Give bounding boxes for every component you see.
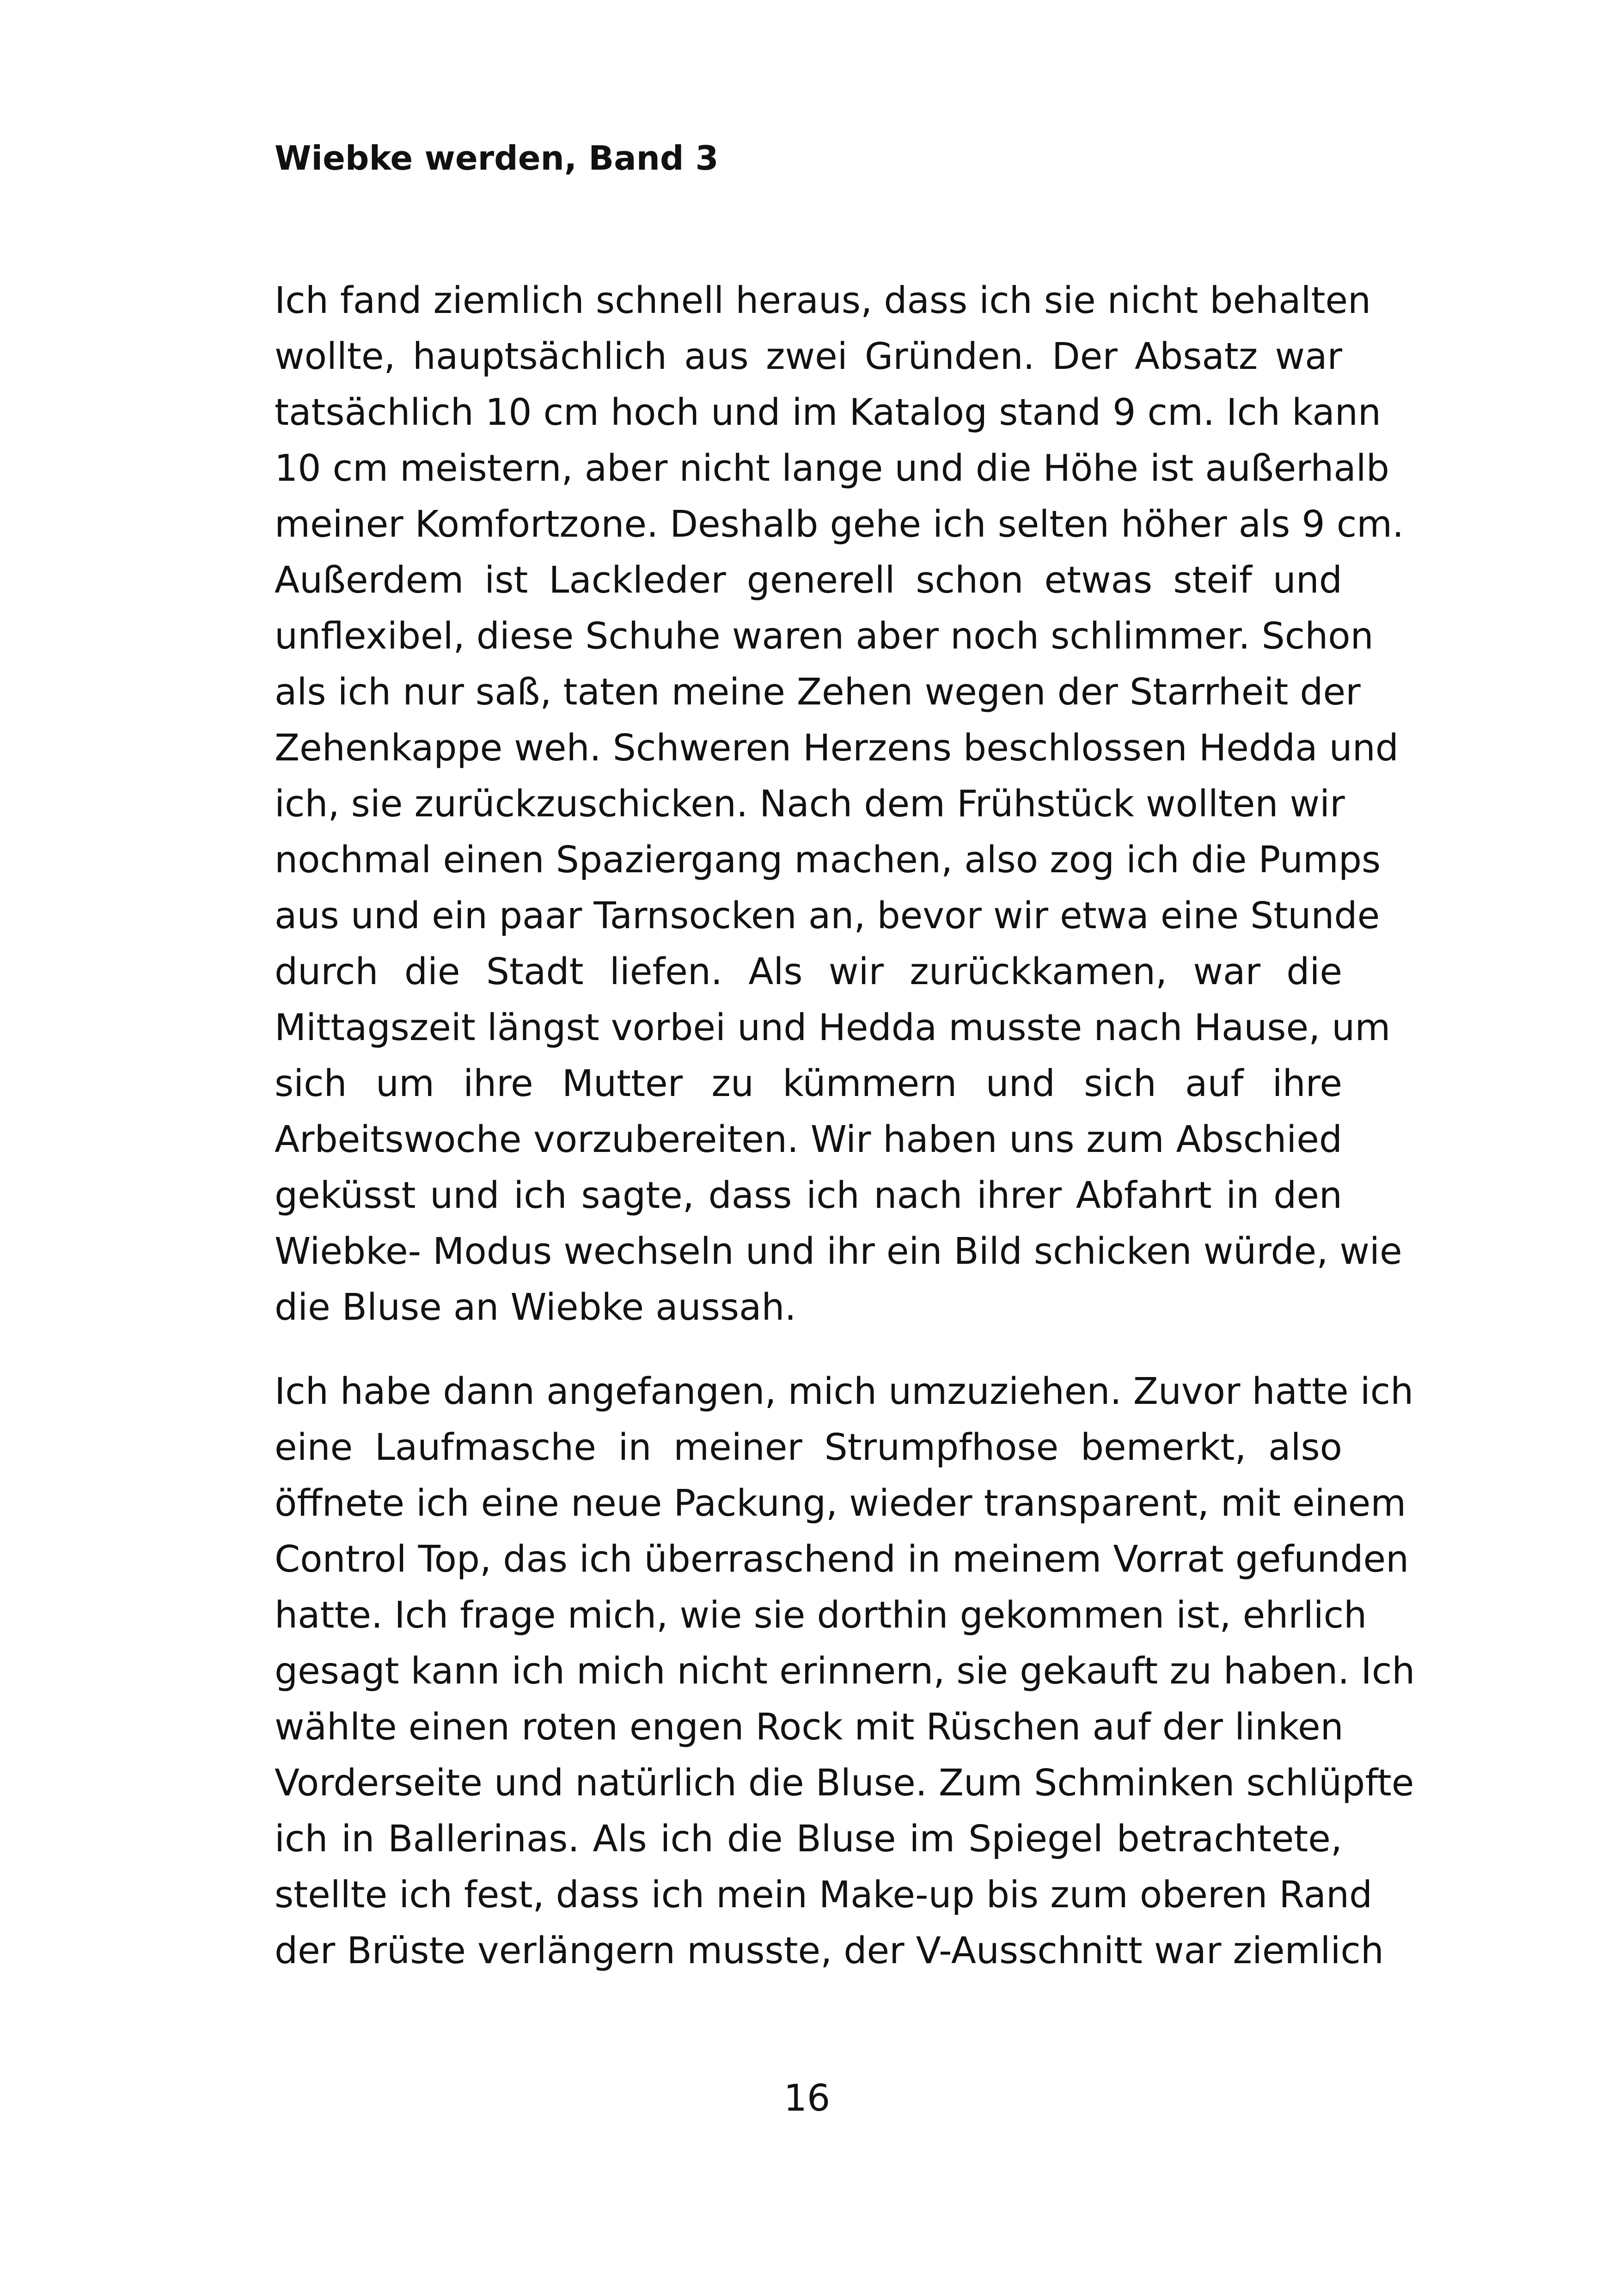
- running-header-title: Wiebke werden, Band 3: [275, 139, 719, 178]
- text-line: 10 cm meistern, aber nicht lange und die Höhe ist außerhalb: [275, 447, 1389, 490]
- text-line: wählte einen roten engen Rock mit Rüschen auf der linken: [275, 1706, 1344, 1748]
- text-line: die Bluse an Wiebke aussah.: [275, 1286, 796, 1329]
- text-line: aus und ein paar Tarnsocken an, bevor wir etwa eine Stunde: [275, 894, 1380, 937]
- text-line: wollte, hauptsächlich aus zwei Gründen. Der Absatz war: [275, 335, 1342, 378]
- text-line: Vorderseite und natürlich die Bluse. Zum Schminken schlüpfte: [275, 1762, 1414, 1804]
- text-line: Mittagszeit längst vorbei und Hedda musste nach Hause, um: [275, 1006, 1391, 1049]
- text-line: Arbeitswoche vorzubereiten. Wir haben uns zum Abschied: [275, 1118, 1342, 1161]
- text-line: ich in Ballerinas. Als ich die Bluse im Spiegel betrachtete,: [275, 1818, 1342, 1860]
- text-line: durch die Stadt liefen. Als wir zurückkamen, war die: [275, 950, 1342, 993]
- text-line: Außerdem ist Lackleder generell schon etwas steif und: [275, 559, 1342, 601]
- text-line: der Brüste verlängern musste, der V-Ausschnitt war ziemlich: [275, 1929, 1384, 1972]
- text-line: Control Top, das ich überraschend in meinem Vorrat gefunden: [275, 1538, 1409, 1580]
- text-line: unflexibel, diese Schuhe waren aber noch schlimmer. Schon: [275, 615, 1374, 657]
- text-line: Zehenkappe weh. Schweren Herzens beschlossen Hedda und: [275, 727, 1399, 769]
- paragraph: [275, 273, 1404, 1335]
- text-line: tatsächlich 10 cm hoch und im Katalog stand 9 cm. Ich kann: [275, 391, 1381, 434]
- text-line: Ich habe dann angefangen, mich umzuziehen. Zuvor hatte ich: [275, 1370, 1414, 1413]
- text-line: gesagt kann ich mich nicht erinnern, sie gekauft zu haben. Ich: [275, 1650, 1415, 1692]
- paragraph: [275, 1364, 1415, 1979]
- text-line: als ich nur saß, taten meine Zehen wegen der Starrheit der: [275, 671, 1361, 713]
- text-line: Wiebke- Modus wechseln und ihr ein Bild schicken würde, wie: [275, 1230, 1402, 1273]
- page-number: 16: [783, 2077, 831, 2119]
- text-line: nochmal einen Spaziergang machen, also zog ich die Pumps: [275, 839, 1381, 881]
- text-line: sich um ihre Mutter zu kümmern und sich auf ihre: [275, 1062, 1342, 1105]
- text-line: Ich fand ziemlich schnell heraus, dass ich sie nicht behalten: [275, 279, 1371, 322]
- text-line: eine Laufmasche in meiner Strumpfhose bemerkt, also: [275, 1426, 1342, 1469]
- text-line: öffnete ich eine neue Packung, wieder transparent, mit einem: [275, 1482, 1406, 1525]
- text-line: ich, sie zurückzuschicken. Nach dem Frühstück wollten wir: [275, 783, 1345, 825]
- text-line: meiner Komfortzone. Deshalb gehe ich selten höher als 9 cm.: [275, 503, 1404, 545]
- text-line: stellte ich fest, dass ich mein Make-up bis zum oberen Rand: [275, 1874, 1373, 1916]
- text-line: geküsst und ich sagte, dass ich nach ihrer Abfahrt in den: [275, 1174, 1342, 1217]
- text-line: hatte. Ich frage mich, wie sie dorthin gekommen ist, ehrlich: [275, 1594, 1367, 1636]
